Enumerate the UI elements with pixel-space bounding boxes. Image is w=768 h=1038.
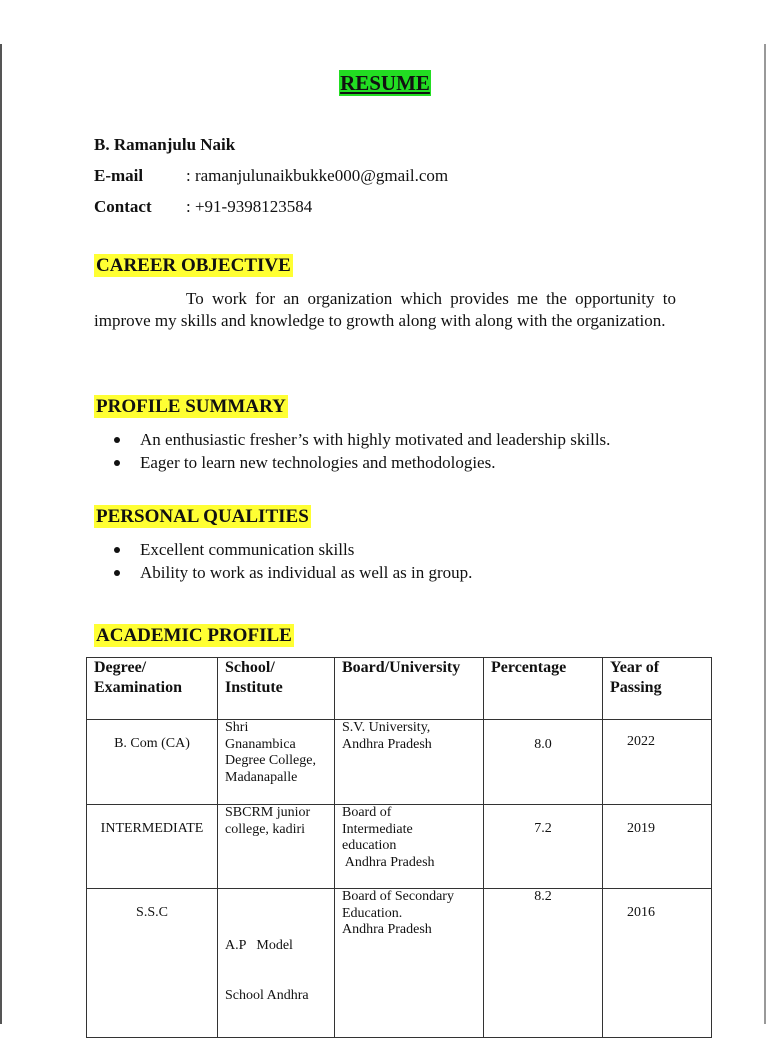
cell-line: Gnanambica	[225, 736, 296, 752]
contact-value: : +91-9398123584	[186, 197, 313, 216]
cell-degree: B. Com (CA)	[87, 720, 218, 805]
cell-percentage: 7.2	[484, 805, 603, 889]
cell-percentage: 8.0	[484, 720, 603, 805]
cell-board	[335, 720, 484, 805]
header-line: Degree/	[94, 659, 147, 676]
email-row	[94, 165, 448, 187]
cell-year: 2022	[603, 720, 712, 805]
cell-degree: S.S.C	[87, 889, 218, 1038]
page-edge-right	[764, 44, 766, 1024]
cell-line: Degree College,	[225, 753, 316, 768]
cell-board	[335, 889, 484, 1038]
cell-degree: INTERMEDIATE	[87, 805, 218, 889]
cell-line: Education.	[342, 905, 403, 921]
header-line: Board/University	[342, 659, 461, 676]
list-item-text: Excellent communication skills	[140, 540, 355, 559]
contact-label: Contact	[94, 197, 152, 216]
cell-school	[218, 805, 335, 889]
bullet-icon	[114, 437, 120, 443]
cell-line: Board of	[342, 805, 392, 820]
list-item	[94, 451, 610, 474]
personal-qualities-heading: PERSONAL QUALITIES	[96, 506, 309, 527]
header-line: Percentage	[491, 659, 567, 676]
cell-year: 2016	[603, 889, 712, 1038]
cell-line: college, kadiri	[225, 821, 306, 837]
email-value: : ramanjulunaikbukke000@gmail.com	[186, 166, 449, 185]
cell-school	[218, 889, 335, 1038]
table-header-row	[87, 658, 712, 720]
column-header-percentage	[484, 658, 603, 720]
list-item	[94, 428, 610, 451]
cell-school	[218, 720, 335, 805]
cell-line: Shri	[225, 720, 249, 735]
cell-percentage: 8.2	[484, 889, 603, 1038]
list-item	[94, 561, 472, 584]
cell-line: Board of Secondary	[342, 889, 454, 904]
bullet-icon	[114, 570, 120, 576]
career-objective-heading: CAREER OBJECTIVE	[96, 255, 291, 276]
header-line: Passing	[610, 679, 662, 696]
email-label: E-mail	[94, 166, 144, 185]
list-item-text: Ability to work as individual as well as in group.	[140, 563, 473, 582]
personal-qualities-list	[94, 538, 472, 584]
resume-title: RESUME	[340, 71, 430, 95]
list-item	[94, 538, 472, 561]
header-line: School/	[225, 659, 275, 676]
cell-line: S.V. University,	[342, 720, 431, 735]
table-row	[87, 889, 712, 1038]
header-line: Examination	[94, 679, 183, 696]
table-row	[87, 720, 712, 805]
cell-line: SBCRM junior	[225, 805, 311, 820]
cell-line: Andhra Pradesh	[342, 736, 432, 752]
cell-line: Andhra Pradesh	[342, 854, 435, 870]
list-item-text: Eager to learn new technologies and methodologies.	[140, 453, 496, 472]
column-header-school	[218, 658, 335, 720]
list-item-text: An enthusiastic fresher’s with highly motivated and leadership skills.	[140, 430, 611, 449]
academic-table	[86, 657, 712, 1038]
cell-year: 2019	[603, 805, 712, 889]
contact-row	[94, 196, 312, 218]
bullet-icon	[114, 547, 120, 553]
cell-line: Andhra Pradesh	[342, 922, 432, 937]
cell-line: School Andhra	[225, 987, 309, 1003]
cell-line: Madanapalle	[225, 769, 298, 785]
column-header-year	[603, 658, 712, 720]
cell-board	[335, 805, 484, 889]
cell-line: education	[342, 838, 397, 853]
table-row	[87, 805, 712, 889]
bullet-icon	[114, 460, 120, 466]
academic-profile-heading: ACADEMIC PROFILE	[96, 625, 292, 646]
career-objective-text: To work for an organization which provides me the opportunity to improve my skills and knowledge to growth along with along with the organization.	[94, 289, 676, 330]
header-line: Institute	[225, 679, 283, 696]
cell-line: A.P Model	[225, 938, 293, 953]
cell-line: Intermediate	[342, 821, 413, 837]
header-line: Year of	[610, 659, 660, 676]
title-container	[94, 70, 676, 96]
candidate-name: B. Ramanjulu Naik	[94, 135, 236, 154]
profile-summary-heading: PROFILE SUMMARY	[96, 396, 286, 417]
column-header-board	[335, 658, 484, 720]
page-edge-left	[0, 44, 2, 1024]
column-header-degree	[87, 658, 218, 720]
profile-summary-list	[94, 428, 610, 474]
